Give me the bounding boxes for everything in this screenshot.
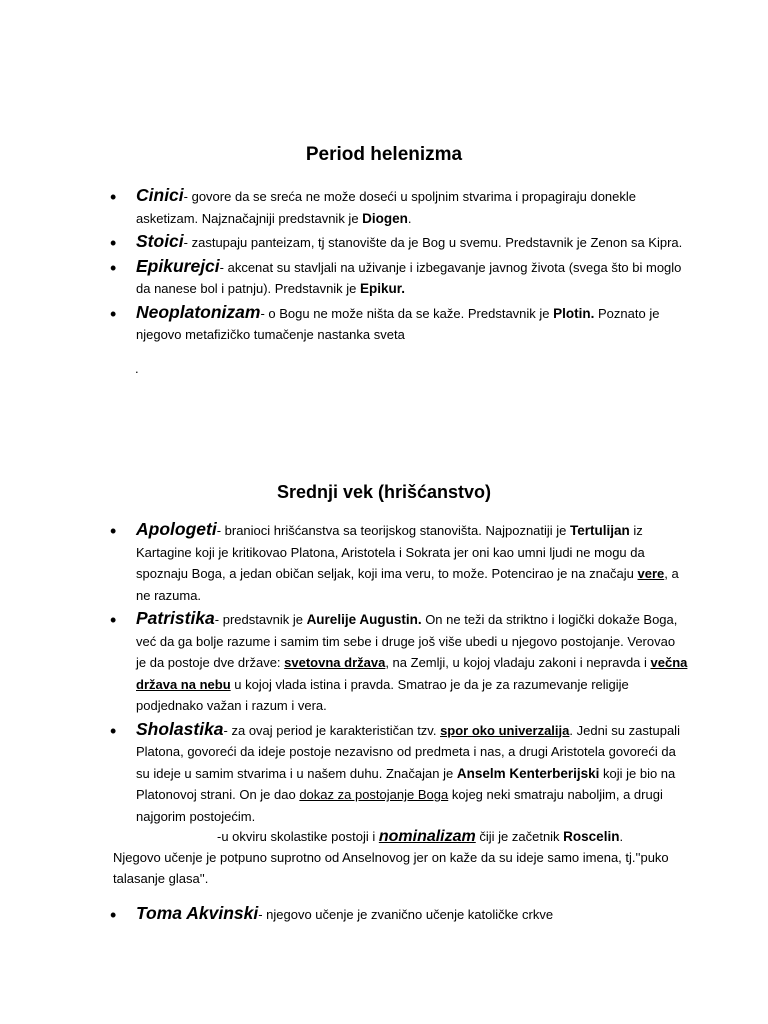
item-text: - zastupaju panteizam, tj stanovište da je Bog u svemu. Predstavnik je Zenon sa Kipra. — [183, 235, 683, 250]
underlined-vere: vere — [637, 566, 665, 581]
term-epikurejci: Epikurejci — [136, 255, 220, 276]
item-text: - za ovaj period je karakterističan tzv. — [223, 722, 441, 738]
name-diogen: Diogen — [362, 210, 408, 226]
term-sholastika: Sholastika — [136, 718, 224, 739]
list-item-epikurejci — [0, 256, 768, 300]
term-toma-akvinski: Toma Akvinski — [136, 903, 259, 923]
item-text: , a ne razuma. — [136, 566, 679, 603]
name-plotin: Plotin. — [553, 305, 595, 321]
bullet-icon: • — [110, 187, 117, 207]
item-text: - govore da se sreća ne može doseći u spoljnim stvarima i propagiraju donekle asketizam. Najznačajniji predstavnik je — [136, 189, 636, 226]
underlined-svetovna-drzava: svetovna država — [284, 655, 386, 670]
item-text: . Jedni su zastupali Platona, govoreći da ideje postoje nezavisno od predmeta i nas, a drugi Aristotela govoreći da su ideje u samim stvarima i u našem duhu. Značajan je — [136, 722, 680, 781]
name-tertulijan: Tertulijan — [570, 523, 630, 538]
name-anselm: Anselm Kenterberijski — [456, 765, 600, 781]
toma-list — [0, 903, 768, 928]
note-text: -u okviru skolastike postoji i — [217, 829, 379, 844]
bullet-icon: • — [110, 720, 117, 741]
item-text: . — [407, 210, 412, 226]
note-text: . Njegovo učenje je potpuno suprotno od Anselnovog jer on kaže da su ideje samo imena, tj.''puko talasanje glasa''. — [113, 829, 669, 886]
term-apologeti: Apologeti — [136, 519, 217, 539]
list-item-sholastika — [0, 719, 768, 828]
term-cinici: Cinici — [136, 185, 184, 205]
list-item-neoplatonizam — [0, 302, 768, 346]
item-text: kojeg neki smatraju naboljim, a drugi najgorim postojećim. — [136, 787, 663, 824]
name-augustin: Aurelije Augustin. — [306, 612, 422, 627]
bullet-icon: • — [110, 521, 117, 541]
bullet-icon: • — [110, 303, 117, 324]
term-patristika: Patristika — [136, 608, 215, 628]
helenizam-list — [0, 185, 768, 348]
item-text: koji je bio na Platonovoj strani. On je dao — [136, 765, 676, 802]
list-item-patristika — [0, 608, 768, 717]
underlined-dokaz: dokaz za postojanje Boga — [299, 787, 449, 802]
bullet-icon: • — [110, 257, 117, 278]
item-text: Poznato je njegovo metafizičko tumačenje nastanka sveta — [136, 305, 660, 342]
item-text: - branioci hrišćanstva sa teorijskog stanovišta. Najpoznatiji je — [216, 523, 571, 538]
item-text: On ne teži da striktno i logički dokaže Boga, već da ga bolje razume i samim tim sebe i druge još više ubedi u njegovo postojanje. Verovao je da postoje dve države: — [136, 612, 678, 670]
name-epikur: Epikur. — [360, 281, 406, 296]
item-text: u kojoj vlada istina i pravda. Smatrao je da je za razumevanje religije podjednako važan i razum i vera. — [136, 676, 629, 713]
nominalizam-note — [113, 826, 673, 889]
trailing-dot: . — [135, 361, 139, 376]
term-nominalizam: nominalizam — [378, 828, 476, 845]
bullet-icon: • — [110, 233, 117, 253]
name-roscelin: Roscelin — [563, 829, 620, 844]
list-item-cinici — [0, 185, 768, 229]
item-text: iz Kartagine koji je kritikovao Platona, Aristotela i Sokrata jer oni kao umni ljudi ne mogu da spoznaju Boga, a jedan običan seljak, koji ima veru, to može. Potencirao je na značaju — [136, 523, 645, 581]
item-text: - njegovo učenje je zvanično učenje katoličke crkve — [258, 907, 554, 922]
underlined-vecna-drzava: večna država na nebu — [136, 655, 688, 692]
bullet-icon: • — [110, 610, 117, 630]
srednji-vek-list — [0, 519, 768, 829]
item-text: - predstavnik je — [214, 612, 307, 627]
note-text: čiji je začetnik — [475, 829, 564, 844]
item-text: - o Bogu ne može ništa da se kaže. Predstavnik je — [260, 305, 554, 321]
bullet-icon: • — [110, 905, 117, 925]
underlined-spor-oko-univerzalija: spor oko univerzalija — [440, 722, 570, 738]
list-item-toma-akvinski — [0, 903, 768, 926]
item-text: , na Zemlji, u kojoj vladaju zakoni i nepravda i — [385, 655, 651, 670]
section-title-srednji-vek: Srednji vek (hrišćanstvo) — [276, 482, 492, 502]
term-neoplatonizam: Neoplatonizam — [136, 301, 261, 322]
item-text: - akcenat su stavljali na uživanje i izbegavanje javnog života (svega što bi moglo da nanese bol i patnju). Predstavnik je — [136, 259, 682, 296]
list-item-apologeti — [0, 519, 768, 606]
section-title-helenizam: Period helenizma — [305, 144, 463, 165]
term-stoici: Stoici — [136, 231, 184, 251]
list-item-stoici — [0, 231, 768, 254]
